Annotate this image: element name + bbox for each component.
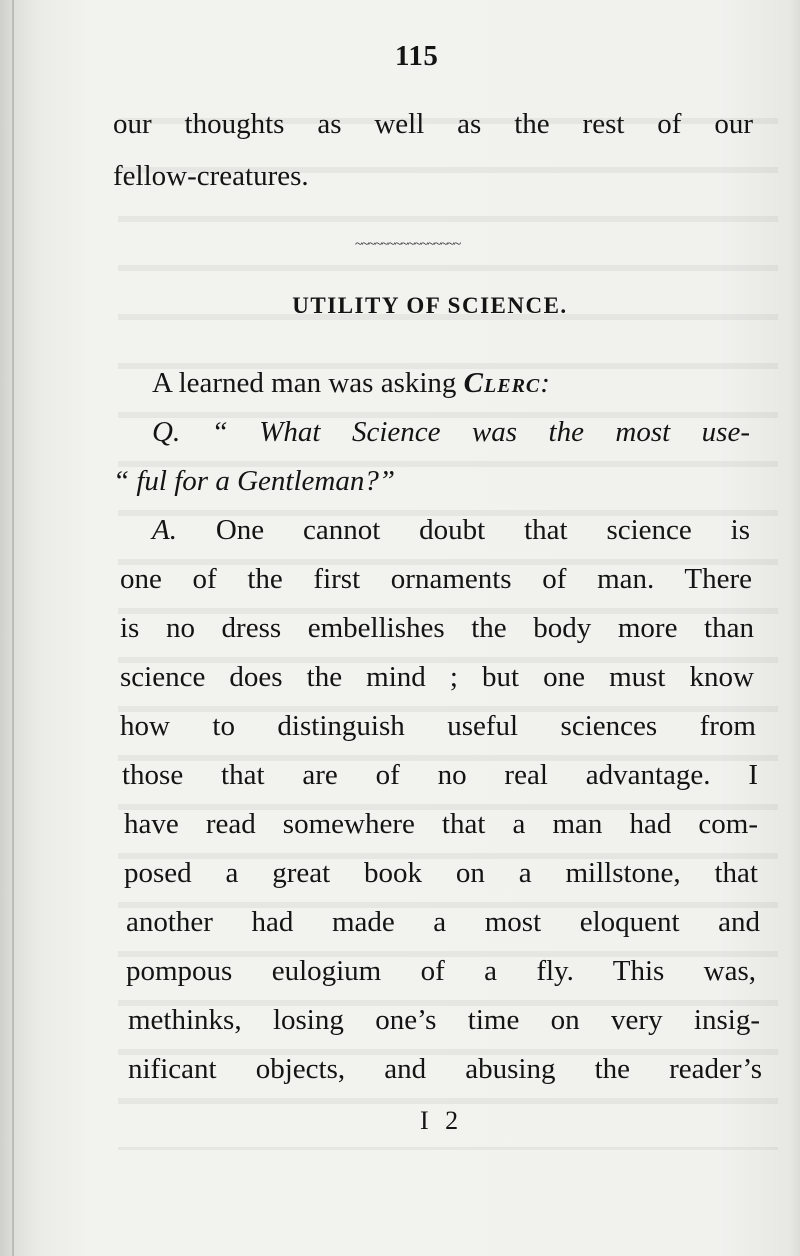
- body-line: science does the mind ; but one must know: [120, 661, 754, 693]
- question-text: “ What Science was the most use-: [211, 416, 751, 448]
- ornamental-divider: ~~~~~~~~~~~~~~~~: [355, 240, 461, 250]
- answer-label: A.: [152, 514, 177, 546]
- intro-text: A learned man was asking: [152, 367, 464, 399]
- question-label: Q.: [152, 416, 181, 448]
- body-line: methinks, losing one’s time on very insig-: [128, 1004, 760, 1036]
- body-line: another had made a most eloquent and: [126, 906, 760, 938]
- answer-line: [152, 512, 750, 548]
- page-number: 115: [395, 40, 439, 72]
- body-line: have read somewhere that a man had com-: [124, 808, 758, 840]
- intro-line: [152, 365, 550, 401]
- speaker-name: Clerc: [463, 367, 541, 399]
- body-line: fellow-creatures.: [113, 160, 309, 192]
- body-line: those that are of no real advantage. I: [122, 759, 758, 791]
- body-line: one of the first ornaments of man. There: [120, 563, 752, 595]
- signature-mark: I 2: [420, 1106, 464, 1135]
- body-line: posed a great book on a millstone, that: [124, 857, 758, 889]
- body-line: pompous eulogium of a fly. This was,: [126, 955, 756, 987]
- intro-colon: :: [540, 367, 550, 399]
- body-line: nificant objects, and abusing the reader’s: [128, 1053, 762, 1085]
- answer-text: One cannot doubt that science is: [176, 514, 750, 546]
- question-line: “ ful for a Gentleman?”: [113, 465, 395, 497]
- section-title: UTILITY OF SCIENCE.: [292, 293, 568, 318]
- page-gutter: [12, 0, 14, 1256]
- body-line: is no dress embellishes the body more than: [120, 612, 754, 644]
- body-line: our thoughts as well as the rest of our: [113, 108, 753, 140]
- body-line: how to distinguish useful sciences from: [120, 710, 756, 742]
- question-line: [152, 414, 750, 450]
